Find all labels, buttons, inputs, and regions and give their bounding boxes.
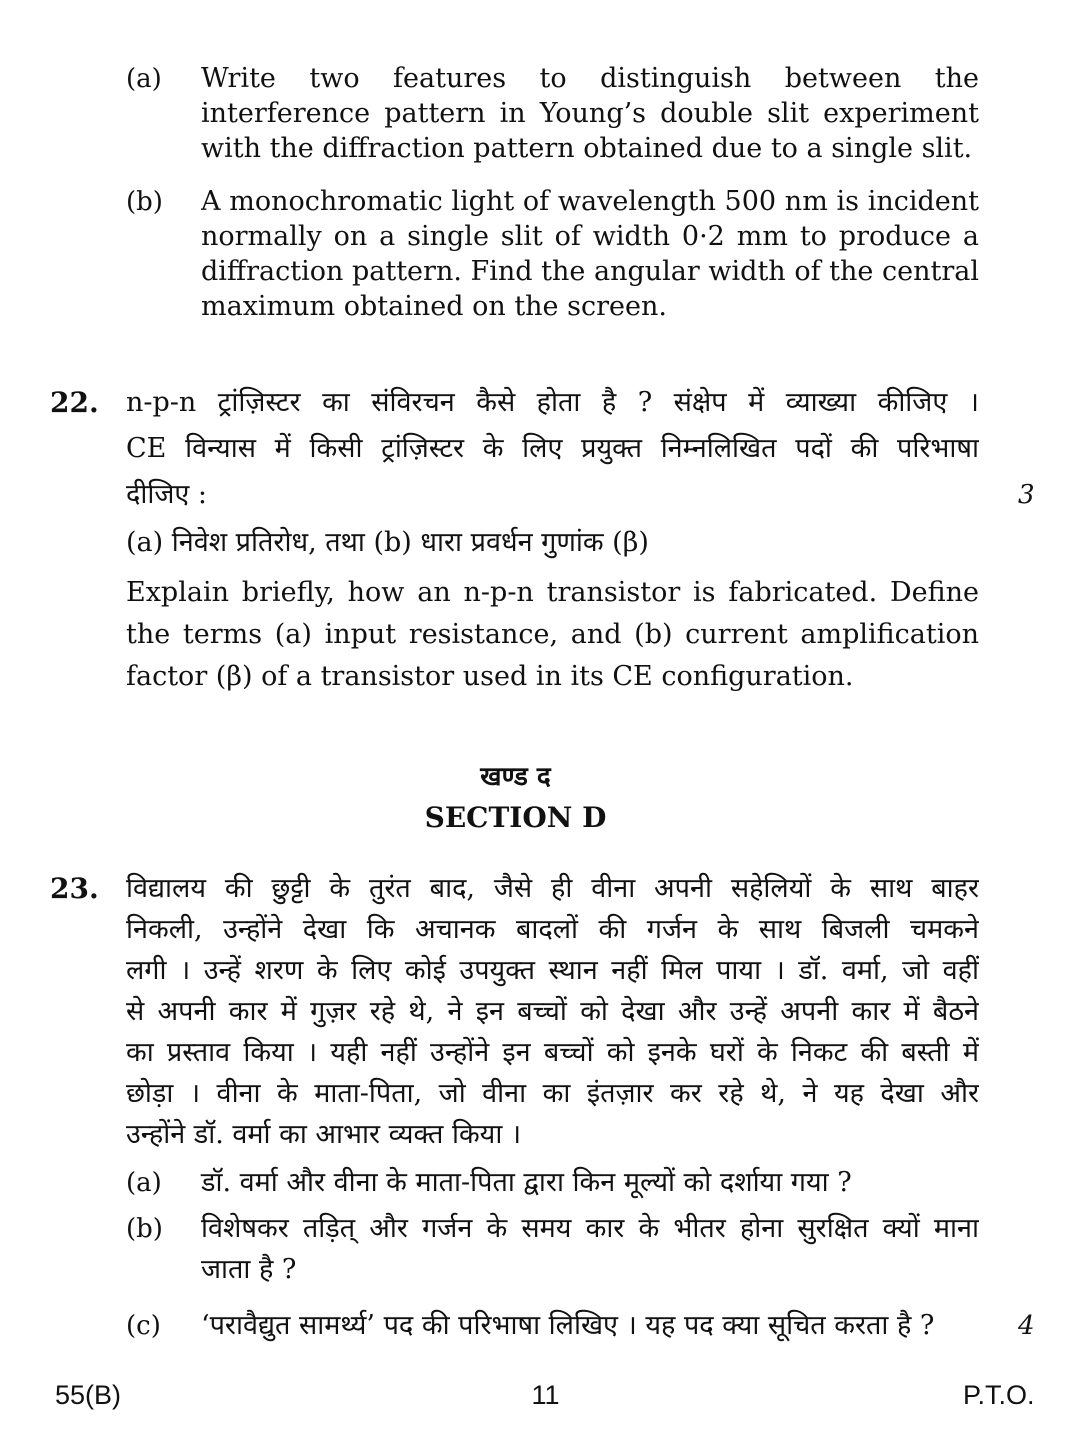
q21a-label: (a) bbox=[126, 64, 162, 94]
section-heading-hindi: खण्ड द bbox=[480, 762, 551, 792]
q21b-line-1: A monochromatic light of wavelength 500 nm is incident bbox=[201, 186, 979, 217]
q21a-line-3: with the diffraction pattern obtained due to a single slit. bbox=[201, 133, 973, 164]
q21a-line-2: interference pattern in Young’s double slit experiment bbox=[201, 98, 979, 129]
q21b-line-2: normally on a single slit of width 0·2 mm to produce a bbox=[201, 221, 979, 252]
q22-marks: 3 bbox=[1018, 480, 1035, 510]
q23a-label: (a) bbox=[126, 1168, 162, 1198]
q23-marks: 4 bbox=[1018, 1311, 1035, 1341]
q22-hindi-line-4: (a) निवेश प्रतिरोध, तथा (b) धारा प्रवर्धन गुणांक (β) bbox=[126, 527, 649, 558]
q23-para-line-3: लगी । उन्हें शरण के लिए कोई उपयुक्त स्थान नहीं मिल पाया । डॉ. वर्मा, जो वहीं bbox=[126, 955, 979, 986]
q22-english-line-3: factor (β) of a transistor used in its CE configuration. bbox=[126, 661, 854, 692]
q23c-text: ‘परावैद्युत सामर्थ्य’ पद की परिभाषा लिखिए । यह पद क्या सूचित करता है ? bbox=[201, 1310, 935, 1341]
q23b-line-2: जाता है ? bbox=[201, 1254, 297, 1285]
q22-english-line-1: Explain briefly, how an n-p-n transistor is fabricated. Define bbox=[126, 577, 979, 608]
q23b-line-1: विशेषकर तड़ित् और गर्जन के समय कार के भीतर होना सुरक्षित क्यों माना bbox=[201, 1213, 979, 1244]
q22-number: 22. bbox=[50, 386, 99, 419]
q23-para-line-2: निकली, उन्होंने देखा कि अचानक बादलों की गर्जन के साथ बिजली चमकने bbox=[126, 914, 979, 945]
q22-hindi-line-2: CE विन्यास में किसी ट्रांज़िस्टर के लिए प्रयुक्त निम्नलिखित पदों की परिभाषा bbox=[126, 433, 979, 464]
footer-pto: P.T.O. bbox=[963, 1380, 1035, 1410]
q23-para-line-6: छोड़ा । वीना के माता-पिता, जो वीना का इंतज़ार कर रहे थे, ने यह देखा और bbox=[126, 1078, 979, 1109]
q22-english-line-2: the terms (a) input resistance, and (b) current amplification bbox=[126, 619, 979, 650]
q23-para-line-7: उन्होंने डॉ. वर्मा का आभार व्यक्त किया । bbox=[126, 1119, 522, 1150]
q21a-line-1: Write two features to distinguish between the bbox=[201, 63, 979, 94]
q21b-line-4: maximum obtained on the screen. bbox=[201, 291, 667, 322]
footer-page-number: 11 bbox=[531, 1380, 560, 1410]
q23-para-line-5: का प्रस्ताव किया । यही नहीं उन्होंने इन बच्चों को इनके घरों के निकट की बस्ती में bbox=[126, 1037, 979, 1068]
q23-number: 23. bbox=[50, 872, 99, 905]
q23-para-line-4: से अपनी कार में गुज़र रहे थे, ने इन बच्चों को देखा और उन्हें अपनी कार में बैठने bbox=[126, 996, 979, 1027]
q21b-label: (b) bbox=[126, 187, 163, 217]
q23c-label: (c) bbox=[126, 1311, 161, 1341]
section-heading-english: SECTION D bbox=[424, 801, 607, 834]
q23b-label: (b) bbox=[126, 1214, 163, 1244]
footer-paper-code: 55(B) bbox=[55, 1380, 122, 1410]
q23a-text: डॉ. वर्मा और वीना के माता-पिता द्वारा किन मूल्यों को दर्शाया गया ? bbox=[201, 1167, 852, 1198]
q21b-line-3: diffraction pattern. Find the angular width of the central bbox=[201, 256, 979, 287]
q23-para-line-1: विद्यालय की छुट्टी के तुरंत बाद, जैसे ही वीना अपनी सहेलियों के साथ बाहर bbox=[126, 873, 979, 904]
q22-hindi-line-1: n-p-n ट्रांज़िस्टर का संविरचन कैसे होता है ? संक्षेप में व्याख्या कीजिए । bbox=[126, 387, 979, 418]
q22-hindi-line-3: दीजिए : bbox=[126, 479, 207, 510]
